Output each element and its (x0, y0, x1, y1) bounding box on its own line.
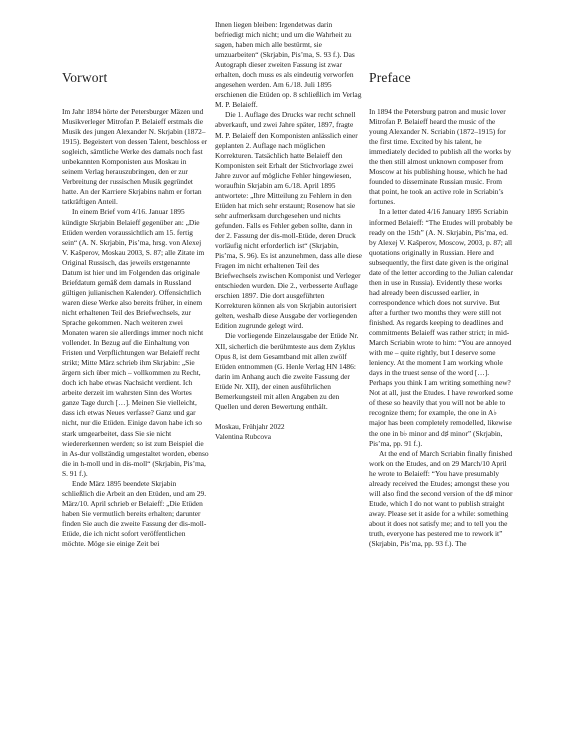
place-date: Moskau, Frühjahr 2022 (215, 421, 285, 431)
english-column (369, 107, 514, 549)
preface-heading-english: Preface (369, 70, 411, 85)
paragraph: In a letter dated 4/16 January 1895 Scriabin informed Belaieff: “The Etudes will probably be ready on the 15th” (A. N. Skrjabin, Pis’ma, ed. by Alexej V. Kašperov, Moscow, 2003, p. 87; all quotations originally in Russian. Here and subsequently, the first date given is the original date of the letter according to the Julian calendar then in use in Russia). Evidently these works had already been discussed earlier, in correspondence which does not survive. But after a further two months they were still not finished. As regards keeping to deadlines and commitments Belaieff was rather strict; in mid-March Scriabin wrote to him: “You are annoyed with me – quite rightly, but I deserve some leniency. At the moment I am working whole days in the truest sense of the word […]. Perhaps you think I am writing something new? Not at all, just the Etudes. I have reworked some of these so heavily that you will not be able to recognize them; for example, the one in A♭ major has been completely remodelled, likewise the one in b♭ minor and d♯ minor” (Skrjabin, Pis’ma, pp. 91 f.). (369, 207, 514, 448)
paragraph: Im Jahr 1894 hörte der Petersburger Mäzen und Musikverleger Mitrofan P. Belaieff erstmals die Musik des jungen Alexander N. Skrjabin (1872–1915). Begeistert von dessen Talent, beschloss er sogleich, sämtliche Werke des damals noch fast unbekannten Komponisten aus Moskau in seinem Verlag herauszubringen, den er zur Verbreitung der russischen Musik gegründet hatte. An der Karriere Skrjabins nahm er fortan tatkräftigen Anteil. (62, 107, 208, 207)
paragraph: Die vorliegende Einzelausgabe der Etüde Nr. XII, sicherlich die berühmteste aus dem Zyklus Opus 8, ist dem Gesamtband mit allen zwölf Etüden entnommen (G. Henle Verlag HN 1486: darin im Anhang auch die zweite Fassung der Etüde Nr. XII), der einen ausführlichen Bemerkungsteil mit allen Angaben zu den Quellen und deren Bewertung enthält. (215, 331, 359, 411)
preface-heading-german: Vorwort (62, 70, 108, 85)
paragraph: At the end of March Scriabin finally finished work on the Etudes, and on 29 March/10 April he wrote to Belaieff: “You have presumably already received the Etudes; amongst these you will also find the second version of the d♯ minor Etude, which I do not want to publish straight away. Please set it aside for a while: something about it does not satisfy me; and to tell you the truth, everyone has pestered me to rework it” (Skrjabin, Pis’ma, pp. 93 f.). The (369, 448, 513, 549)
paragraph: Ende März 1895 beendete Skrjabin schließlich die Arbeit an den Etüden, und am 29. März/10. April schrieb er Belaieff: „Die Etüden haben Sie vermutlich bereits erhalten; darunter finden Sie auch die zweite Fassung der dis-moll-Etüde, die ich nicht sofort veröffentlichen möchte. Möge sie einige Zeit bei (62, 478, 207, 549)
paragraph: Die 1. Auflage des Drucks war recht schnell abverkauft, und zwei Jahre später, 1897, fragte M. P. Belaieff den Komponisten anlässlich einer geplanten 2. Auflage nach möglichen Korrekturen. Tatsächlich hatte Belaieff den Komponisten seit Erhalt der Stichvorlage zwei Jahre zuvor auf mögliche Fehler hingewiesen, woraufhin Skrjabin am 6./18. April 1895 antwortete: „Ihre Mitteilung zu Fehlern in den Etüden hat mich sehr erstaunt; Rosenow hat sie sehr aufmerksam durchgesehen und nichts gefunden. Falls es Fehler geben sollte, dann in der 2. Fassung der dis-moll-Etüde, deren Druck vorläufig nicht erforderlich ist“ (Skrjabin, Pis’ma, S. 96). Es ist anzunehmen, dass alle diese Fragen im nicht erhaltenen Teil des Briefwechsels zwischen Komponist und Verleger entschieden wurden. Die 2., verbesserte Auflage erschien 1897. Die dort ausgeführten Korrekturen können als von Skrjabin autorisiert gelten, weshalb diese Ausgabe der vorliegenden Edition zugrunde gelegt wird. (215, 110, 362, 331)
paragraph: Ihnen liegen bleiben: Irgendetwas darin befriedigt mich nicht; und um die Wahrheit zu sagen, haben mich alle bestürmt, sie umzuarbeiten“ (Skrjabin, Pis’ma, S. 93 f.). Das Autograph dieser zweiten Fassung ist zwar erhalten, doch muss es als eindeutig verworfen angesehen werden. Am 6./18. Juli 1895 erschienen die Etüden op. 8 schließlich im Verlag M. P. Belaieff. (215, 20, 362, 110)
german-column-1 (62, 107, 209, 549)
german-column-2 (215, 20, 362, 442)
author-name: Valentina Rubcova (215, 431, 272, 441)
paragraph: In einem Brief vom 4/16. Januar 1895 kündigte Skrjabin Belaieff gegenüber an: „Die Etüden werden voraussichtlich am 15. fertig sein“ (A. N. Skrjabin, Pis’ma, hrsg. von Alexej V. Kašperov, Moskau 2003, S. 87; alle Zitate im Original Russisch, das jeweils erstgenannte Datum ist hier und im Folgenden das originale Briefdatum gemäß dem damals in Russland gültigen julianischen Kalender). Offensichtlich waren diese Werke also bereits früher, in einem nicht erhaltenen Teil des Briefwechsels, zur Sprache gekommen. Nach weiteren zwei Monaten waren sie allerdings immer noch nicht vollendet. In Bezug auf die Einhaltung von Fristen und Verpflichtungen war Belaieff recht strikt; Mitte März schrieb ihm Skrjabin: „Sie ärgern sich über mich – vollkommen zu Recht, doch ich habe etwas Nachsicht verdient. Ich arbeite derzeit im wahrsten Sinn des Wortes ganze Tage durch […]. Meinen Sie vielleicht, dass ich etwas Neues verfasse? Ganz und gar nicht, nur die Etüden. Einige davon habe ich so stark umgearbeitet, dass Sie sie nicht wiedererkennen werden; so ist zum Beispiel die in As-dur vollständig umgestaltet worden, ebenso die in h-moll und in dis-moll“ (Skrjabin, Pis’ma, S. 91 f.). (62, 207, 209, 478)
paragraph: In 1894 the Petersburg patron and music lover Mitrofan P. Belaieff heard the music of the young Alexander N. Scriabin (1872–1915) for the first time. Excited by his talent, he immediately decided to publish all the works by the then still almost unknown composer from Moscow at his publishing house, which he had founded to disseminate Russian music. From that point, he took an active role in Scriabin’s fortunes. (369, 107, 512, 207)
